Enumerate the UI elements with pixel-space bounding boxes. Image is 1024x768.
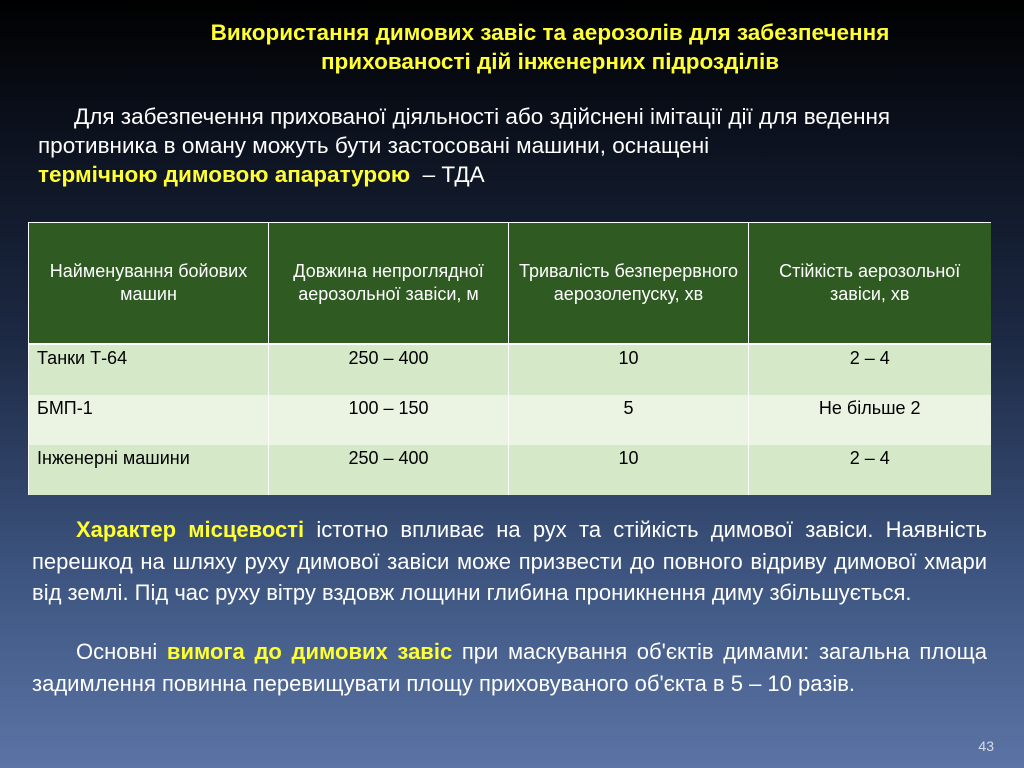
cell-vehicle-name: Танки Т-64	[29, 344, 269, 395]
terrain-paragraph	[32, 514, 987, 609]
slide-title	[120, 18, 980, 76]
cell-vehicle-name: БМП-1	[29, 395, 269, 445]
cell-release-duration: 10	[509, 344, 749, 395]
table-row	[29, 445, 991, 495]
title-line-1: Використання димових завіс та аерозолів для забезпечення	[210, 20, 890, 45]
cell-release-duration: 5	[509, 395, 749, 445]
requirements-text: при маскування об'єктів димами: загальна площа задимлення повинна перевищувати площу приховуваного об'єкта в 5 – 10 разів.	[32, 639, 987, 696]
intro-highlight: термічною димовою апаратурою	[38, 162, 411, 187]
cell-screen-stability: 2 – 4	[749, 445, 991, 495]
header-release-duration: Тривалість безперервного аерозолепуску, хв	[509, 223, 749, 345]
cell-screen-length: 250 – 400	[269, 344, 509, 395]
cell-vehicle-name: Інженерні машини	[29, 445, 269, 495]
cell-screen-stability: 2 – 4	[749, 344, 991, 395]
terrain-highlight: Характер місцевості	[76, 517, 305, 542]
requirements-paragraph	[32, 636, 987, 699]
cell-screen-length: 100 – 150	[269, 395, 509, 445]
cell-screen-stability: Не більше 2	[749, 395, 991, 445]
page-number: 43	[978, 738, 994, 754]
cell-screen-length: 250 – 400	[269, 445, 509, 495]
intro-text: Для забезпечення прихованої діяльності або здійснені імітації дії для ведення противника в оману можуть бути застосовані машини, оснащені	[38, 104, 891, 158]
terrain-text: істотно впливає на рух та стійкість димової завіси. Наявність перешкод на шляху руху димової завіси може призвести до повного відриву димової хмари від землі. Під час руху вітру вздовж лощини глибина проникнення диму збільшується.	[32, 517, 987, 605]
cell-release-duration: 10	[509, 445, 749, 495]
requirements-lead: Основні	[76, 639, 158, 664]
requirements-highlight: вимога до димових завіс	[166, 639, 453, 664]
header-screen-stability: Стійкість аерозольної завіси, хв	[749, 223, 991, 345]
title-line-2: прихованості дій інженерних підрозділів	[320, 49, 780, 74]
vehicles-table	[28, 222, 991, 495]
intro-paragraph	[38, 102, 958, 189]
table-row	[29, 344, 991, 395]
header-screen-length: Довжина непроглядної аерозольної завіси, м	[269, 223, 509, 345]
intro-tail: – ТДА	[422, 162, 485, 187]
table-header-row	[29, 223, 991, 345]
header-vehicle-name: Найменування бойових машин	[29, 223, 269, 345]
table-row	[29, 395, 991, 445]
